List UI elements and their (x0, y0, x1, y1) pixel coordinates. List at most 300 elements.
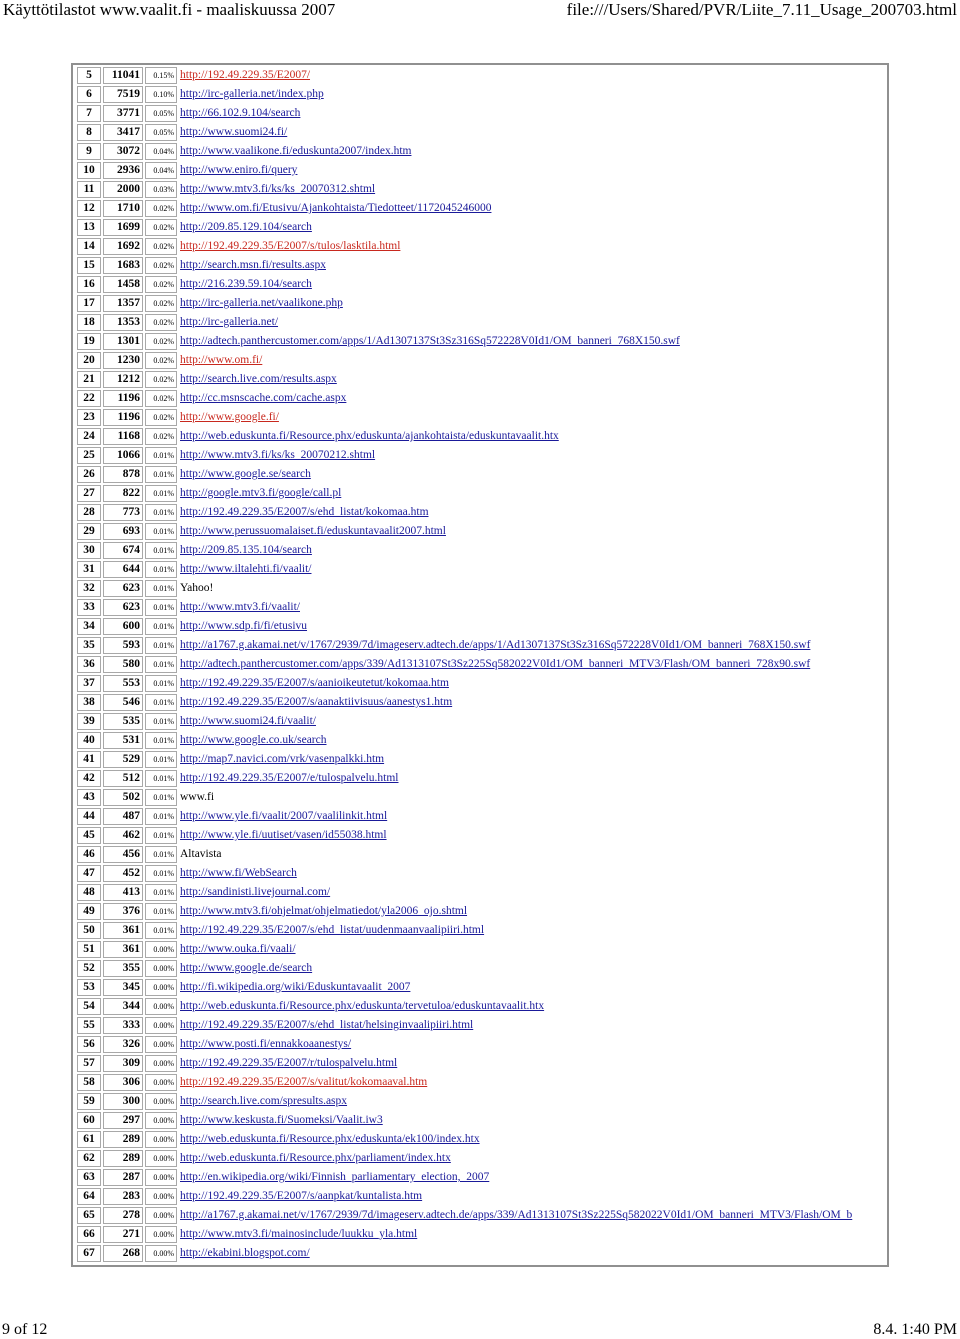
table-row (77, 105, 854, 122)
percent-cell: 0.01% (145, 865, 177, 882)
hits-cell: 355 (103, 960, 143, 977)
rank-cell: 66 (77, 1226, 101, 1243)
hits-cell: 3771 (103, 105, 143, 122)
table-row (77, 865, 854, 882)
percent-cell: 0.00% (145, 1112, 177, 1129)
referrer-link[interactable]: http://www.google.se/search (180, 468, 311, 480)
table-row (77, 181, 854, 198)
referrer-link[interactable]: http://192.49.229.35/E2007/r/tulospalvelu.html (180, 1057, 398, 1069)
rank-cell: 37 (77, 675, 101, 692)
hits-cell: 535 (103, 713, 143, 730)
table-row (77, 390, 854, 407)
referrer-cell (179, 846, 854, 863)
referrer-cell (179, 1169, 854, 1186)
table-row (77, 1074, 854, 1091)
hits-cell: 7519 (103, 86, 143, 103)
referrer-cell (179, 1207, 854, 1224)
referrer-link[interactable]: http://www.mtv3.fi/ohjelmat/ohjelmatiedot/yla2006_ojo.shtml (180, 905, 468, 917)
referrer-link[interactable]: http://192.49.229.35/E2007/s/ehd_listat/kokomaa.htm (180, 506, 429, 518)
referrer-stats-table (71, 63, 889, 1267)
referrer-link[interactable]: http://www.om.fi/Etusivu/Ajankohtaista/Tiedotteet/1172045246000 (180, 202, 492, 214)
referrer-link[interactable]: http://www.mtv3.fi/ks/ks_20070312.shtml (180, 183, 376, 195)
referrer-cell (179, 333, 854, 350)
referrer-cell (179, 485, 854, 502)
referrer-link[interactable]: http://irc-galleria.net/index.php (180, 88, 324, 100)
rank-cell: 63 (77, 1169, 101, 1186)
rank-cell: 19 (77, 333, 101, 350)
referrer-cell (179, 1036, 854, 1053)
percent-cell: 0.00% (145, 1093, 177, 1110)
referrer-link[interactable]: http://www.yle.fi/uutiset/vasen/id55038.html (180, 829, 387, 841)
referrer-cell (179, 162, 854, 179)
rank-cell: 60 (77, 1112, 101, 1129)
hits-cell: 2936 (103, 162, 143, 179)
hits-cell: 345 (103, 979, 143, 996)
percent-cell: 0.02% (145, 314, 177, 331)
referrer-link[interactable]: http://search.msn.fi/results.aspx (180, 259, 326, 271)
referrer-link[interactable]: http://a1767.g.akamai.net/v/1767/2939/7d/imageserv.adtech.de/apps/339/Ad1313107St3Sz225Sq582022V0Id1/OM_banneri_MTV3/Flash/OM_b (180, 1209, 853, 1221)
referrer-link[interactable]: http://google.mtv3.fi/google/call.pl (180, 487, 342, 499)
percent-cell: 0.00% (145, 1017, 177, 1034)
table-row (77, 504, 854, 521)
referrer-cell (179, 1112, 854, 1129)
referrer-cell (179, 884, 854, 901)
hits-cell: 546 (103, 694, 143, 711)
hits-cell: 452 (103, 865, 143, 882)
rank-cell: 13 (77, 219, 101, 236)
table-row (77, 485, 854, 502)
referrer-cell (179, 504, 854, 521)
hits-cell: 623 (103, 580, 143, 597)
rank-cell: 18 (77, 314, 101, 331)
table-row (77, 1036, 854, 1053)
referrer-link[interactable]: http://192.49.229.35/E2007/s/ehd_listat/helsinginvaalipiiri.html (180, 1019, 474, 1031)
referrer-text: Yahoo! (180, 582, 214, 594)
rank-cell: 12 (77, 200, 101, 217)
hits-cell: 3417 (103, 124, 143, 141)
table-row (77, 1169, 854, 1186)
percent-cell: 0.00% (145, 1226, 177, 1243)
referrer-cell (179, 1245, 854, 1262)
referrer-cell (179, 200, 854, 217)
referrer-cell (179, 922, 854, 939)
percent-cell: 0.01% (145, 827, 177, 844)
rank-cell: 32 (77, 580, 101, 597)
referrer-link[interactable]: http://www.suomi24.fi/vaalit/ (180, 715, 316, 727)
table-row (77, 561, 854, 578)
referrer-link[interactable]: http://192.49.229.35/E2007/s/tulos/lasktila.html (180, 240, 401, 252)
hits-cell: 1168 (103, 428, 143, 445)
referrer-link[interactable]: http://www.google.de/search (180, 962, 313, 974)
rank-cell: 44 (77, 808, 101, 825)
hits-cell: 1710 (103, 200, 143, 217)
referrer-link[interactable]: http://192.49.229.35/E2007/s/aanaktiivisuus/aanestys1.htm (180, 696, 453, 708)
rank-cell: 41 (77, 751, 101, 768)
referrer-cell (179, 1017, 854, 1034)
table-row (77, 1188, 854, 1205)
referrer-link[interactable]: http://irc-galleria.net/vaalikone.php (180, 297, 343, 309)
page-footer-number: 9 of 12 (2, 1321, 48, 1338)
referrer-link[interactable]: http://www.perussuomalaiset.fi/eduskuntavaalit2007.html (180, 525, 446, 537)
referrer-cell (179, 409, 854, 426)
page-footer-datetime: 8.4. 1:40 PM (873, 1321, 957, 1338)
hits-cell: 268 (103, 1245, 143, 1262)
table-row (77, 200, 854, 217)
referrer-cell (179, 1226, 854, 1243)
rank-cell: 31 (77, 561, 101, 578)
percent-cell: 0.00% (145, 1207, 177, 1224)
percent-cell: 0.04% (145, 162, 177, 179)
rank-cell: 6 (77, 86, 101, 103)
rank-cell: 24 (77, 428, 101, 445)
hits-cell: 289 (103, 1131, 143, 1148)
hits-cell: 1699 (103, 219, 143, 236)
referrer-cell (179, 751, 854, 768)
percent-cell: 0.02% (145, 333, 177, 350)
referrer-cell (179, 960, 854, 977)
table-row (77, 219, 854, 236)
rank-cell: 57 (77, 1055, 101, 1072)
table-row (77, 1017, 854, 1034)
table-row (77, 314, 854, 331)
hits-cell: 693 (103, 523, 143, 540)
referrer-link[interactable]: http://adtech.panthercustomer.com/apps/1/Ad1307137St3Sz316Sq572228V0Id1/OM_banneri_768X150.swf (180, 335, 680, 347)
referrer-cell (179, 523, 854, 540)
referrer-link[interactable]: http://ekabini.blogspot.com/ (180, 1247, 310, 1259)
referrer-link[interactable]: http://209.85.135.104/search (180, 544, 312, 556)
percent-cell: 0.00% (145, 1188, 177, 1205)
percent-cell: 0.02% (145, 409, 177, 426)
percent-cell: 0.00% (145, 1074, 177, 1091)
rank-cell: 7 (77, 105, 101, 122)
rank-cell: 40 (77, 732, 101, 749)
table-row (77, 1055, 854, 1072)
hits-cell: 1692 (103, 238, 143, 255)
rank-cell: 14 (77, 238, 101, 255)
percent-cell: 0.01% (145, 504, 177, 521)
referrer-cell (179, 580, 854, 597)
referrer-link[interactable]: http://192.49.229.35/E2007/ (180, 69, 311, 81)
page-header-title: Käyttötilastot www.vaalit.fi - maaliskuussa 2007 (3, 0, 336, 19)
referrer-link[interactable]: http://www.yle.fi/vaalit/2007/vaalilinkit.html (180, 810, 388, 822)
referrer-cell (179, 637, 854, 654)
referrer-link[interactable]: http://192.49.229.35/E2007/s/aanpkat/kuntalista.htm (180, 1190, 423, 1202)
table-row (77, 808, 854, 825)
table-row (77, 979, 854, 996)
rank-cell: 26 (77, 466, 101, 483)
referrer-cell (179, 808, 854, 825)
rank-cell: 29 (77, 523, 101, 540)
referrer-link[interactable]: http://search.live.com/spresults.aspx (180, 1095, 348, 1107)
referrer-cell (179, 238, 854, 255)
table-row (77, 732, 854, 749)
referrer-cell (179, 86, 854, 103)
referrer-cell (179, 599, 854, 616)
table-row (77, 884, 854, 901)
referrer-link[interactable]: http://66.102.9.104/search (180, 107, 301, 119)
percent-cell: 0.02% (145, 390, 177, 407)
hits-cell: 822 (103, 485, 143, 502)
rank-cell: 33 (77, 599, 101, 616)
table-row (77, 162, 854, 179)
referrer-cell (179, 998, 854, 1015)
referrer-cell (179, 941, 854, 958)
table-row (77, 618, 854, 635)
referrer-link[interactable]: http://sandinisti.livejournal.com/ (180, 886, 331, 898)
rank-cell: 48 (77, 884, 101, 901)
referrer-link[interactable]: http://en.wikipedia.org/wiki/Finnish_parliamentary_election,_2007 (180, 1171, 490, 1183)
referrer-link[interactable]: http://192.49.229.35/E2007/e/tulospalvelu.html (180, 772, 399, 784)
percent-cell: 0.01% (145, 751, 177, 768)
table-row (77, 1245, 854, 1262)
table-row (77, 523, 854, 540)
referrer-cell (179, 865, 854, 882)
referrer-link[interactable]: http://www.om.fi/ (180, 354, 263, 366)
table-row (77, 447, 854, 464)
hits-cell: 878 (103, 466, 143, 483)
referrer-link[interactable]: http://map7.navici.com/vrk/vasenpalkki.htm (180, 753, 385, 765)
referrer-cell (179, 1055, 854, 1072)
table-row (77, 770, 854, 787)
table-row (77, 1112, 854, 1129)
referrer-cell (179, 903, 854, 920)
referrer-text: www.fi (180, 791, 215, 803)
hits-cell: 593 (103, 637, 143, 654)
hits-cell: 1353 (103, 314, 143, 331)
table-row (77, 143, 854, 160)
table-row (77, 238, 854, 255)
referrer-link[interactable]: http://216.239.59.104/search (180, 278, 312, 290)
rank-cell: 61 (77, 1131, 101, 1148)
referrer-text: Altavista (180, 848, 222, 860)
hits-cell: 600 (103, 618, 143, 635)
hits-cell: 1066 (103, 447, 143, 464)
referrer-link[interactable]: http://www.sdp.fi/fi/etusivu (180, 620, 308, 632)
referrer-cell (179, 181, 854, 198)
percent-cell: 0.01% (145, 808, 177, 825)
hits-cell: 644 (103, 561, 143, 578)
percent-cell: 0.00% (145, 1036, 177, 1053)
hits-cell: 674 (103, 542, 143, 559)
hits-cell: 553 (103, 675, 143, 692)
rank-cell: 52 (77, 960, 101, 977)
rank-cell: 34 (77, 618, 101, 635)
table-row (77, 599, 854, 616)
referrer-link[interactable]: http://search.live.com/results.aspx (180, 373, 337, 385)
table-row (77, 371, 854, 388)
referrer-link[interactable]: http://192.49.229.35/E2007/s/valitut/kokomaaval.htm (180, 1076, 428, 1088)
hits-cell: 300 (103, 1093, 143, 1110)
rank-cell: 8 (77, 124, 101, 141)
table-row (77, 713, 854, 730)
referrer-link[interactable]: http://www.posti.fi/ennakkoaanestys/ (180, 1038, 352, 1050)
hits-cell: 11041 (103, 67, 143, 84)
referrer-cell (179, 466, 854, 483)
referrer-cell (179, 561, 854, 578)
percent-cell: 0.05% (145, 124, 177, 141)
table-row (77, 333, 854, 350)
percent-cell: 0.00% (145, 1055, 177, 1072)
hits-cell: 529 (103, 751, 143, 768)
hits-cell: 773 (103, 504, 143, 521)
referrer-link[interactable]: http://www.suomi24.fi/ (180, 126, 288, 138)
referrer-cell (179, 713, 854, 730)
table-row (77, 67, 854, 84)
percent-cell: 0.01% (145, 599, 177, 616)
rank-cell: 65 (77, 1207, 101, 1224)
percent-cell: 0.01% (145, 789, 177, 806)
referrer-link[interactable]: http://www.eniro.fi/query (180, 164, 298, 176)
hits-cell: 3072 (103, 143, 143, 160)
table-row (77, 124, 854, 141)
rank-cell: 16 (77, 276, 101, 293)
referrer-link[interactable]: http://fi.wikipedia.org/wiki/Eduskuntavaalit_2007 (180, 981, 411, 993)
table-row (77, 257, 854, 274)
referrer-link[interactable]: http://www.mtv3.fi/ks/ks_20070212.shtml (180, 449, 376, 461)
rank-cell: 64 (77, 1188, 101, 1205)
rank-cell: 62 (77, 1150, 101, 1167)
referrer-link[interactable]: http://a1767.g.akamai.net/v/1767/2939/7d/imageserv.adtech.de/apps/1/Ad1307137St3Sz316Sq572228V0Id1/OM_banneri_768X150.swf (180, 639, 811, 651)
hits-cell: 623 (103, 599, 143, 616)
table-row (77, 1131, 854, 1148)
percent-cell: 0.01% (145, 542, 177, 559)
referrer-link[interactable]: http://web.eduskunta.fi/Resource.phx/eduskunta/ajankohtaista/eduskuntavaalit.htx (180, 430, 559, 442)
hits-cell: 531 (103, 732, 143, 749)
table-row (77, 1150, 854, 1167)
table-row (77, 998, 854, 1015)
referrer-cell (179, 390, 854, 407)
rank-cell: 21 (77, 371, 101, 388)
rank-cell: 27 (77, 485, 101, 502)
hits-cell: 361 (103, 922, 143, 939)
hits-cell: 309 (103, 1055, 143, 1072)
rank-cell: 59 (77, 1093, 101, 1110)
referrer-cell (179, 979, 854, 996)
hits-cell: 297 (103, 1112, 143, 1129)
percent-cell: 0.02% (145, 219, 177, 236)
rank-cell: 10 (77, 162, 101, 179)
referrer-link[interactable]: http://web.eduskunta.fi/Resource.phx/eduskunta/ek100/index.htx (180, 1133, 480, 1145)
referrer-cell (179, 105, 854, 122)
rank-cell: 50 (77, 922, 101, 939)
percent-cell: 0.01% (145, 903, 177, 920)
rank-cell: 9 (77, 143, 101, 160)
hits-cell: 1196 (103, 409, 143, 426)
referrer-link[interactable]: http://www.vaalikone.fi/eduskunta2007/index.htm (180, 145, 412, 157)
referrer-cell (179, 314, 854, 331)
table-row (77, 637, 854, 654)
hits-cell: 1212 (103, 371, 143, 388)
percent-cell: 0.15% (145, 67, 177, 84)
percent-cell: 0.02% (145, 257, 177, 274)
referrer-cell (179, 295, 854, 312)
referrer-link[interactable]: http://www.google.fi/ (180, 411, 279, 423)
table-row (77, 694, 854, 711)
referrer-rows (77, 67, 854, 1262)
percent-cell: 0.01% (145, 656, 177, 673)
hits-cell: 456 (103, 846, 143, 863)
referrer-link[interactable]: http://www.mtv3.fi/mainosinclude/luukku_yla.html (180, 1228, 418, 1240)
percent-cell: 0.02% (145, 276, 177, 293)
referrer-link[interactable]: http://www.iltalehti.fi/vaalit/ (180, 563, 312, 575)
table-row (77, 903, 854, 920)
percent-cell: 0.02% (145, 200, 177, 217)
rank-cell: 54 (77, 998, 101, 1015)
rank-cell: 38 (77, 694, 101, 711)
rank-cell: 49 (77, 903, 101, 920)
percent-cell: 0.01% (145, 922, 177, 939)
referrer-cell (179, 1093, 854, 1110)
percent-cell: 0.02% (145, 238, 177, 255)
referrer-link[interactable]: http://www.mtv3.fi/vaalit/ (180, 601, 300, 613)
table-row (77, 1207, 854, 1224)
percent-cell: 0.01% (145, 466, 177, 483)
table-row (77, 846, 854, 863)
rank-cell: 43 (77, 789, 101, 806)
percent-cell: 0.01% (145, 770, 177, 787)
hits-cell: 512 (103, 770, 143, 787)
referrer-link[interactable]: http://cc.msnscache.com/cache.aspx (180, 392, 347, 404)
percent-cell: 0.01% (145, 447, 177, 464)
percent-cell: 0.10% (145, 86, 177, 103)
rank-cell: 36 (77, 656, 101, 673)
table-row (77, 542, 854, 559)
referrer-link[interactable]: http://www.ouka.fi/vaali/ (180, 943, 296, 955)
referrer-link[interactable]: http://www.google.co.uk/search (180, 734, 327, 746)
referrer-link[interactable]: http://irc-galleria.net/ (180, 316, 279, 328)
referrer-link[interactable]: http://web.eduskunta.fi/Resource.phx/eduskunta/tervetuloa/eduskuntavaalit.htx (180, 1000, 545, 1012)
percent-cell: 0.02% (145, 371, 177, 388)
table-row (77, 751, 854, 768)
referrer-link[interactable]: http://www.fi/WebSearch (180, 867, 297, 879)
page-header-path: file:///Users/Shared/PVR/Liite_7.11_Usage_200703.html (566, 0, 957, 19)
rank-cell: 17 (77, 295, 101, 312)
percent-cell: 0.00% (145, 998, 177, 1015)
referrer-cell (179, 789, 854, 806)
referrer-link[interactable]: http://192.49.229.35/E2007/s/ehd_listat/uudenmaanvaalipiiri.html (180, 924, 485, 936)
referrer-cell (179, 257, 854, 274)
referrer-cell (179, 371, 854, 388)
table-row (77, 1093, 854, 1110)
referrer-cell (179, 542, 854, 559)
percent-cell: 0.02% (145, 352, 177, 369)
rank-cell: 23 (77, 409, 101, 426)
table-row (77, 428, 854, 445)
table-row (77, 352, 854, 369)
table-row (77, 656, 854, 673)
referrer-link[interactable]: http://209.85.129.104/search (180, 221, 312, 233)
referrer-link[interactable]: http://192.49.229.35/E2007/s/aanioikeutetut/kokomaa.htm (180, 677, 449, 689)
table-row (77, 960, 854, 977)
hits-cell: 278 (103, 1207, 143, 1224)
percent-cell: 0.00% (145, 1245, 177, 1262)
rank-cell: 51 (77, 941, 101, 958)
percent-cell: 0.00% (145, 941, 177, 958)
referrer-cell (179, 732, 854, 749)
hits-cell: 289 (103, 1150, 143, 1167)
rank-cell: 56 (77, 1036, 101, 1053)
referrer-cell (179, 1188, 854, 1205)
referrer-link[interactable]: http://adtech.panthercustomer.com/apps/339/Ad1313107St3Sz225Sq582022V0Id1/OM_banneri_MTV3/Flash/OM_banneri_728x90.swf (180, 658, 811, 670)
percent-cell: 0.01% (145, 618, 177, 635)
hits-cell: 487 (103, 808, 143, 825)
hits-cell: 344 (103, 998, 143, 1015)
table-row (77, 466, 854, 483)
referrer-link[interactable]: http://www.keskusta.fi/Suomeksi/Vaalit.iw3 (180, 1114, 383, 1126)
percent-cell: 0.00% (145, 1131, 177, 1148)
referrer-link[interactable]: http://web.eduskunta.fi/Resource.phx/parliament/index.htx (180, 1152, 451, 1164)
rank-cell: 39 (77, 713, 101, 730)
